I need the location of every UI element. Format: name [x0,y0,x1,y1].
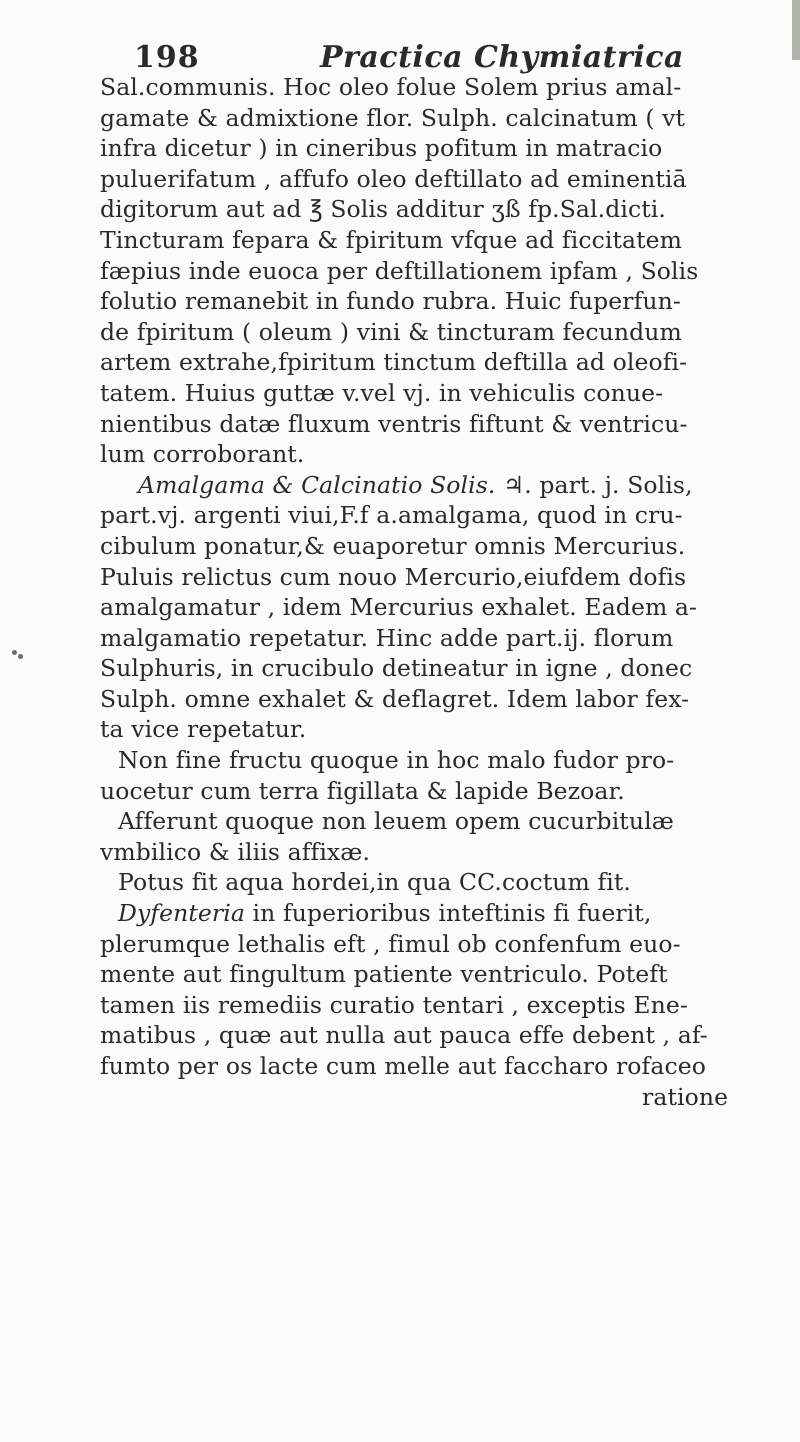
text-line: Sulphuris, in crucibulo detineatur in igne , donec [100,654,693,683]
dysenteria-paragraph-start [100,898,760,929]
text-line: cibulum ponatur,& euaporetur omnis Mercurius. [100,531,686,560]
text-line: uocetur cum terra figillata & lapide Bezoar. [100,776,625,805]
page-edge-stain [792,0,800,60]
text-line: plerumque lethalis eft , fimul ob confenfum euo- [100,929,681,958]
text-line: de fpiritum ( oleum ) vini & tincturam fecundum [100,317,682,346]
text-line: Sal.communis. Hoc oleo folue Solem prius amal- [100,73,682,101]
text-line: artem extrahe,fpiritum tinctum deftilla ad oleofi- [100,348,688,377]
text-line: Puluis relictus cum nouo Mercurio,eiufdem dofis [100,562,687,591]
text-line: Potus fit aqua hordei,in qua CC.coctum fit. [118,868,631,897]
text-line: tatem. Huius guttæ v.vel vj. in vehiculis conue- [100,378,664,407]
amalgama-heading: Amalgama & Calcinatio Solis. [138,470,496,499]
text-line: folutio remanebit in fundo rubra. Huic fuperfun- [100,287,681,316]
text-line: tamen iis remediis curatio tentari , exceptis Ene- [100,990,688,1019]
amalgama-paragraph-start [100,470,760,501]
text-line: infra dicetur ) in cineribus pofitum in matracio [100,134,663,163]
text-line: mente aut fingultum patiente ventriculo. Poteft [100,960,668,989]
text-line: Sulph. omne exhalet & deflagret. Idem labor fex- [100,684,690,713]
text-line: Tincturam fepara & fpiritum vfque ad ficcitatem [100,225,683,254]
text-line: vmbilico & iliis affixæ. [100,837,371,866]
running-title: Practica Chymiatrica [320,40,684,75]
text-line: amalgamatur , idem Mercurius exhalet. Eadem a- [100,593,698,622]
page-number: 198 [134,40,200,75]
text-line: puluerifatum , affufo oleo deftillato ad eminentiā [100,164,687,193]
text-line: Non fine fructu quoque in hoc malo fudor pro- [118,746,675,775]
text-line: lum corroborant. [100,440,305,469]
text-line: part.vj. argenti viui,F.f a.amalgama, quod in cru- [100,501,683,530]
catchword: ratione [642,1082,729,1111]
text-line: gamate & admixtione flor. Sulph. calcinatum ( vt [100,103,686,132]
ink-speck [18,654,23,659]
text-fragment: ♃. part. j. Solis, [495,470,693,499]
text-line: fumto per os lacte cum melle aut faccharo rofaceo [100,1052,706,1080]
text-line: ta vice repetatur. [100,715,307,744]
text-line: matibus , quæ aut nulla aut pauca effe debent , af- [100,1021,708,1050]
text-line: Afferunt quoque non leuem opem cucurbitulæ [118,807,674,836]
body-text [100,72,760,1112]
ink-speck [12,650,17,655]
dysenteria-heading: Dyfenteria [118,899,245,928]
text-fragment: in fuperioribus inteftinis fi fuerit, [244,899,652,928]
text-line: malgamatio repetatur. Hinc adde part.ij. florum [100,623,674,652]
text-line: fæpius inde euoca per deftillationem ipfam , Solis [100,256,699,285]
text-line: digitorum aut ad ℥ Solis additur ʒß fp.Sal.dicti. [100,195,666,224]
text-line: nientibus datæ fluxum ventris fiftunt & ventricu- [100,409,688,438]
